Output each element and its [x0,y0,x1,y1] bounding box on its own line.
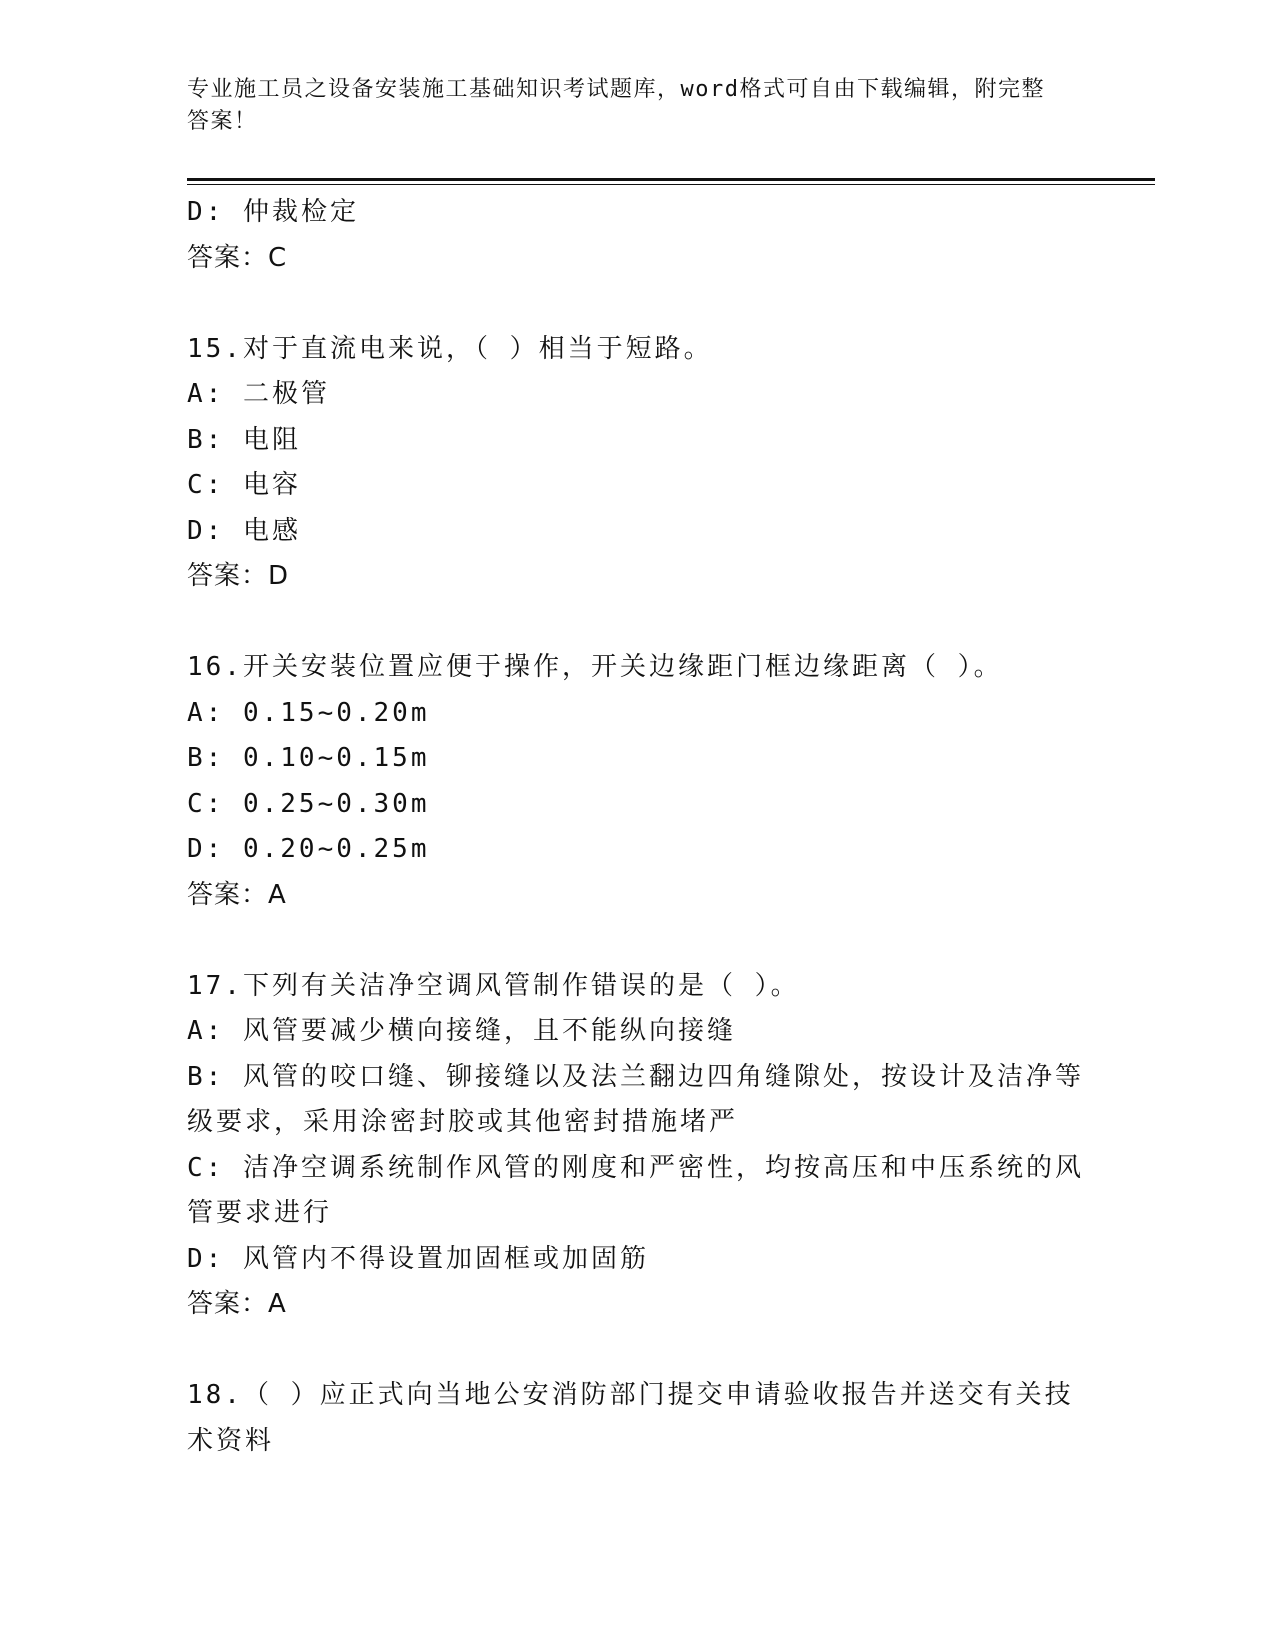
option-c: C: 洁净空调系统制作风管的刚度和严密性，均按高压和中压系统的风管要求进行 [187,1152,1084,1228]
header-rule-thick [187,178,1155,181]
spacer [187,600,1087,646]
question-stem: 18.（ ）应正式向当地公安消防部门提交申请验收报告并送交有关技术资料 [187,1380,1074,1456]
option-b: B: 0.10~0.15m [187,743,430,773]
option-d: D: 风管内不得设置加固框或加固筋 [187,1243,649,1274]
spacer [187,918,1087,964]
answer-line: 答案：D [187,561,290,591]
question-18 [187,1373,1087,1464]
spacer [187,1328,1087,1374]
question-16 [187,645,1087,918]
question-stem: 15.对于直流电来说，（ ）相当于短路。 [187,333,713,364]
option-a: A: 风管要减少横向接缝，且不能纵向接缝 [187,1016,736,1046]
option-a: A: 二极管 [187,379,330,409]
option-d: D: 仲裁检定 [187,197,359,227]
question-15 [187,327,1087,600]
option-b: B: 风管的咬口缝、铆接缝以及法兰翻边四角缝隙处，按设计及洁净等级要求，采用涂密封胶或其他密封措施堵严 [187,1061,1084,1137]
exam-content [187,190,1087,1464]
answer-line: 答案：A [187,879,287,910]
header-rule-thin [187,184,1155,185]
question-stem: 17.下列有关洁净空调风管制作错误的是（ ）。 [187,970,800,1001]
option-c: C: 0.25~0.30m [187,788,430,819]
answer-line: 答案：C [187,242,288,273]
spacer [187,281,1087,327]
document-header: 专业施工员之设备安装施工基础知识考试题库，word格式可自由下载编辑，附完整答案！ [187,77,1045,134]
option-b: B: 电阻 [187,424,301,455]
question-stem: 16.开关安装位置应便于操作，开关边缘距门框边缘距离（ ）。 [187,652,1003,682]
previous-question-tail [187,190,1087,281]
question-17 [187,964,1087,1328]
answer-line: 答案：A [187,1289,287,1319]
option-d: D: 0.20~0.25m [187,834,430,864]
option-c: C: 电容 [187,470,301,500]
option-d: D: 电感 [187,515,301,546]
option-a: A: 0.15~0.20m [187,697,430,728]
